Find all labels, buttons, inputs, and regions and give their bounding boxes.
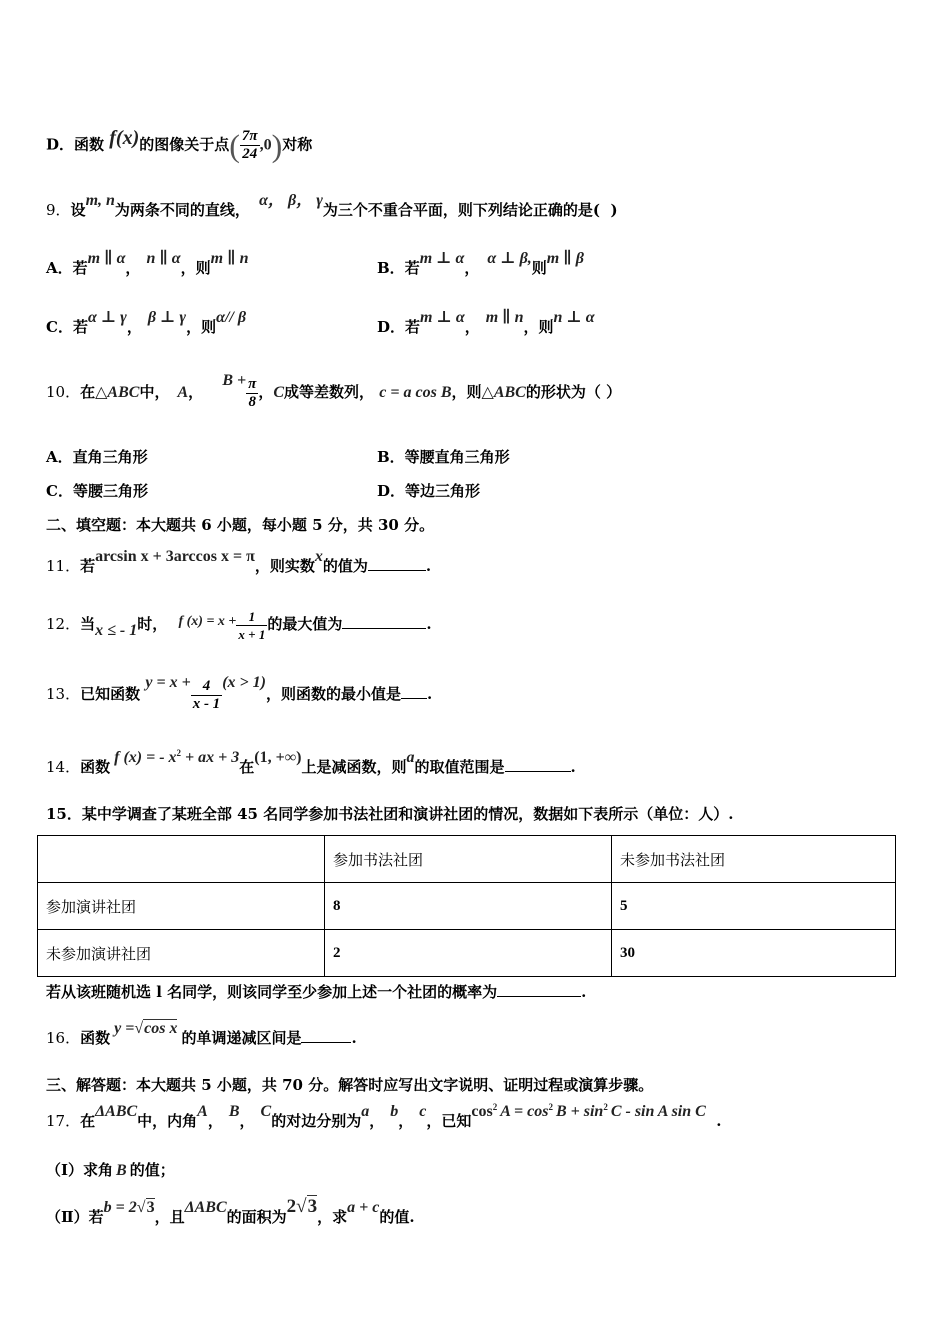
q10-option-b: B．等腰直角三角形 <box>377 448 510 466</box>
answer-blank[interactable] <box>368 556 426 571</box>
q9-option-a: A．若m ∥ α，n ∥ α，则m ∥ n <box>46 250 249 277</box>
q16: 16．函数y =√cos x的单调递减区间是 . <box>46 1020 357 1047</box>
table-cell: 8 <box>325 883 612 930</box>
answer-blank[interactable] <box>401 684 427 699</box>
section-3-heading: 三、解答题：本大题共 5 小题，共 70 分。解答时应写出文字说明、证明过程或演算步骤。 <box>46 1076 654 1094</box>
q10-stem: 10．在△ABC中， A， B + $\frac{\pi}{8}$ ，C成等差数列， c = a cos B，则△ABC的形状为（ ） <box>46 372 622 410</box>
q10-option-c: C．等腰三角形 <box>46 482 148 500</box>
table-cell: 2 <box>325 930 612 977</box>
q8-option-d: D．函数 f(x)的图像关于点( $\frac{7\pi}{24}$ ,0)对称 <box>46 126 313 164</box>
q17-stem: 17．在ΔABC中，内角A，B，C的对边分别为a，b，c，已知$\cos^2 A = \cos^2 B + \sin^2 C - \sin A$ sin C . <box>46 1102 722 1130</box>
fraction-1-over-x-plus-1: $\frac{1}{x + 1}$ <box>238 608 266 642</box>
math-fx: f(x) <box>109 126 140 149</box>
answer-blank[interactable] <box>497 982 581 997</box>
q17-part-1: （Ⅰ）求角 B 的值； <box>46 1161 175 1179</box>
q10-option-d: D．等边三角形 <box>377 482 481 500</box>
table-header-cell: 未参加书法社团 <box>612 836 896 883</box>
table-header-cell: 参加书法社团 <box>325 836 612 883</box>
answer-blank[interactable] <box>505 757 571 772</box>
table-cell: 5 <box>612 883 896 930</box>
q10-option-a: A．直角三角形 <box>46 448 148 466</box>
answer-blank[interactable] <box>342 614 426 629</box>
q11: 11．若arcsin x + 3arccos x = π，则实数x的值为 . <box>46 548 432 575</box>
table-row <box>38 883 896 930</box>
q15-intro: 15．某中学调查了某班全部 45 名同学参加书法社团和演讲社团的情况，数据如下表所示（单位：人）. <box>46 805 734 823</box>
fraction-pi-8: $\frac{\pi}{8}$ <box>248 375 257 410</box>
option-label: D． <box>46 135 75 154</box>
q13: 13．已知函数 y = x + $\frac{4}{x - 1}$ (x > 1)，则函数的最小值是 . <box>46 674 433 712</box>
table-cell: 未参加演讲社团 <box>38 930 325 977</box>
q9-option-c: C．若α ⊥ γ，β ⊥ γ，则α// β <box>46 309 247 336</box>
q9-option-b: B．若m ⊥ α，α ⊥ β,则m ∥ β <box>377 250 584 277</box>
fraction-7pi-24: $\frac{7\pi}{24}$ <box>241 128 258 162</box>
paren-left: ( <box>229 127 240 164</box>
fraction-4-over-x-minus-1: $\frac{4}{x - 1}$ <box>192 677 221 712</box>
q15-table <box>37 835 896 977</box>
table-cell: 30 <box>612 930 896 977</box>
table-row <box>38 930 896 977</box>
table-cell: 参加演讲社团 <box>38 883 325 930</box>
q9-option-d: D．若m ⊥ α，m ∥ n，则n ⊥ α <box>377 309 595 336</box>
q15-question: 若从该班随机选 l 名同学，则该同学至少参加上述一个社团的概率为 . <box>46 983 587 1001</box>
q9-stem: 9．设m, n为两条不同的直线， α， β， γ为三个不重合平面，则下列结论正确的是( ) <box>46 192 618 219</box>
table-header-row <box>38 836 896 883</box>
q14: 14．函数f (x) = - $x^2$ + ax + 3在(1, +∞)上是减函数，则a的取值范围是 . <box>46 748 576 776</box>
q12: 12．当x ≤ - 1时， f (x) = x + $\frac{1}{x + 1}$ 的最大值为 . <box>46 608 432 642</box>
q17-part-2: （Ⅱ）若b = 2√3，且ΔABC的面积为2√3，求a + c的值. <box>46 1196 415 1226</box>
section-2-heading: 二、填空题：本大题共 6 小题，每小题 5 分，共 30 分。 <box>46 516 435 534</box>
table-header-cell <box>38 836 325 883</box>
answer-blank[interactable] <box>301 1028 351 1043</box>
